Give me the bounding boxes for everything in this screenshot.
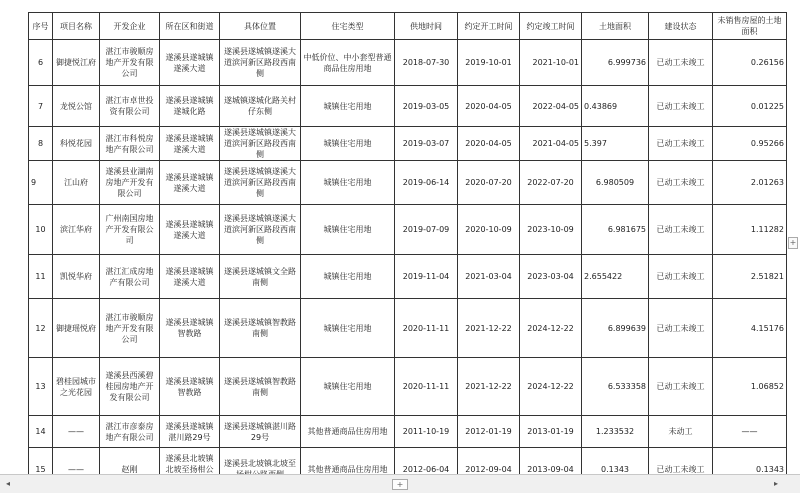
cell-no: 9 [29, 161, 53, 205]
cell-no: 7 [29, 86, 53, 127]
cell-finish-date: 2024-12-22 [520, 299, 582, 358]
cell-finish-date: 2013-01-19 [520, 416, 582, 448]
table-row [29, 40, 787, 86]
cell-status: 已动工未竣工 [649, 448, 713, 491]
cell-project: 凯悦华府 [53, 255, 100, 299]
cell-district: 遂溪县遂城镇遂溪大道 [160, 255, 220, 299]
cell-project: —— [53, 416, 100, 448]
cell-developer: 湛江市卓世投资有限公司 [100, 86, 160, 127]
cell-status: 已动工未竣工 [649, 358, 713, 416]
cell-supply-date: 2019-03-07 [395, 127, 458, 161]
header-developer: 开发企业 [100, 13, 160, 40]
cell-district: 遂溪县遂城镇遂溪大道 [160, 127, 220, 161]
cell-supply-date: 2020-11-11 [395, 358, 458, 416]
cell-unsold-area: 0.26156 [713, 40, 787, 86]
cell-district: 遂溪县遂城镇遂溪大道 [160, 161, 220, 205]
header-status: 建设状态 [649, 13, 713, 40]
table-row [29, 358, 787, 416]
cell-no: 12 [29, 299, 53, 358]
cell-unsold-area: —— [713, 416, 787, 448]
cell-developer: 湛江市骏顺房地产开发有限公司 [100, 40, 160, 86]
cell-project: 御捷悦江府 [53, 40, 100, 86]
cell-developer: 赵刚 [100, 448, 160, 491]
cell-status: 已动工未竣工 [649, 86, 713, 127]
land-supply-table [28, 12, 787, 491]
cell-start-date: 2012-09-04 [458, 448, 520, 491]
header-location: 具体位置 [220, 13, 301, 40]
cell-finish-date: 2022-07-20 [520, 161, 582, 205]
cell-start-date: 2019-10-01 [458, 40, 520, 86]
cell-unsold-area: 2.51821 [713, 255, 787, 299]
cell-status: 已动工未竣工 [649, 205, 713, 255]
cell-land-area: 6.533358 [582, 358, 649, 416]
cell-type: 其他普通商品住房用地 [301, 448, 395, 491]
cell-project: 龙悦公馆 [53, 86, 100, 127]
cell-status: 已动工未竣工 [649, 255, 713, 299]
cell-type: 其他普通商品住房用地 [301, 416, 395, 448]
cell-district: 遂溪县遂城镇遂城化路 [160, 86, 220, 127]
cell-developer: 湛江市科悦房地产有限公司 [100, 127, 160, 161]
cell-finish-date: 2021-10-01 [520, 40, 582, 86]
cell-land-area: 0.1343 [582, 448, 649, 491]
header-finish-date: 约定竣工时间 [520, 13, 582, 40]
cell-no: 13 [29, 358, 53, 416]
header-district: 所在区和街道 [160, 13, 220, 40]
cell-start-date: 2020-10-09 [458, 205, 520, 255]
scroll-thumb[interactable]: + [392, 479, 408, 490]
cell-no: 10 [29, 205, 53, 255]
horizontal-scrollbar[interactable] [0, 478, 784, 490]
scroll-right-arrow-icon[interactable]: ▸ [773, 479, 778, 488]
cell-developer: 广州南国房地产开发有限公司 [100, 205, 160, 255]
header-no: 序号 [29, 13, 53, 40]
cell-project: 滨江华府 [53, 205, 100, 255]
cell-location: 遂溪县遂城镇遂溪大道滨河新区路段西南侧 [220, 40, 301, 86]
cell-unsold-area: 1.11282 [713, 205, 787, 255]
cell-supply-date: 2012-06-04 [395, 448, 458, 491]
cell-district: 遂溪县遂城镇智教路 [160, 299, 220, 358]
cell-type: 城镇住宅用地 [301, 205, 395, 255]
cell-location: 遂溪县遂城镇智教路南侧 [220, 299, 301, 358]
cell-land-area: 6.981675 [582, 205, 649, 255]
cell-location: 遂溪县遂城镇湛川路29号 [220, 416, 301, 448]
cell-location: 遂城镇遂城化路关村仔东侧 [220, 86, 301, 127]
cell-supply-date: 2011-10-19 [395, 416, 458, 448]
cell-project: 科悦花园 [53, 127, 100, 161]
cell-district: 遂溪县遂城镇遂溪大道 [160, 40, 220, 86]
cell-type: 城镇住宅用地 [301, 161, 395, 205]
cell-start-date: 2021-03-04 [458, 255, 520, 299]
cell-start-date: 2020-04-05 [458, 127, 520, 161]
cell-supply-date: 2019-07-09 [395, 205, 458, 255]
cell-type: 城镇住宅用地 [301, 299, 395, 358]
scroll-left-arrow-icon[interactable]: ◂ [5, 479, 10, 488]
cell-location: 遂溪县遂城镇智教路南侧 [220, 358, 301, 416]
table-header-row [29, 13, 787, 40]
cell-unsold-area: 1.06852 [713, 358, 787, 416]
cell-location: 遂溪县遂城镇遂溪大道滨河新区路段西南侧 [220, 205, 301, 255]
header-unsold-area: 未销售房屋的土地面积 [713, 13, 787, 40]
cell-project: 江山府 [53, 161, 100, 205]
cell-type: 城镇住宅用地 [301, 127, 395, 161]
cell-land-area: 6.899639 [582, 299, 649, 358]
header-land-area: 土地面积 [582, 13, 649, 40]
table-row [29, 127, 787, 161]
cell-district: 遂溪县遂城镇湛川路29号 [160, 416, 220, 448]
cell-unsold-area: 2.01263 [713, 161, 787, 205]
cell-land-area: 6.999736 [582, 40, 649, 86]
table-row [29, 416, 787, 448]
table-row [29, 299, 787, 358]
cell-status: 已动工未竣工 [649, 299, 713, 358]
cell-location: 遂溪县遂城镇遂溪大道滨河新区路段西南侧 [220, 161, 301, 205]
cell-location: 遂溪县北坡镇北坡至 [220, 448, 301, 491]
cell-start-date: 2012-01-19 [458, 416, 520, 448]
cell-start-date: 2021-12-22 [458, 358, 520, 416]
cell-finish-date: 2024-12-22 [520, 358, 582, 416]
cell-land-area: 0.43869 [582, 86, 649, 127]
cell-district: 遂溪县遂城镇遂溪大道 [160, 205, 220, 255]
table-row [29, 205, 787, 255]
cell-finish-date: 2021-04-05 [520, 127, 582, 161]
cell-supply-date: 2018-07-30 [395, 40, 458, 86]
cell-land-area: 5.397 [582, 127, 649, 161]
cell-project: 御捷瑶悦府 [53, 299, 100, 358]
cell-finish-date: 2022-04-05 [520, 86, 582, 127]
cell-no: 8 [29, 127, 53, 161]
cell-district: 遂溪县遂城镇智教路 [160, 358, 220, 416]
cell-project: 碧桂园城市之光花园 [53, 358, 100, 416]
cell-land-area: 6.980509 [582, 161, 649, 205]
cell-developer: 湛江市彦泰房地产有限公司 [100, 416, 160, 448]
table-move-handle-icon[interactable]: + [789, 238, 797, 247]
cell-type: 中低价位、中小套型普通商品住房用地 [301, 40, 395, 86]
cell-developer: 湛江汇成房地产有限公司 [100, 255, 160, 299]
cell-start-date: 2020-07-20 [458, 161, 520, 205]
cell-unsold-area: 0.01225 [713, 86, 787, 127]
cell-location: 遂溪县遂城镇遂溪大道滨河新区路段西南侧 [220, 127, 301, 161]
cell-unsold-area: 4.15176 [713, 299, 787, 358]
cell-status: 已动工未竣工 [649, 161, 713, 205]
cell-status: 已动工未竣工 [649, 127, 713, 161]
table-row [29, 161, 787, 205]
cell-status: 已动工未竣工 [649, 40, 713, 86]
cell-type: 城镇住宅用地 [301, 86, 395, 127]
cell-project: —— [53, 448, 100, 491]
cell-supply-date: 2019-11-04 [395, 255, 458, 299]
cell-location: 遂溪县遂城镇文全路南侧 [220, 255, 301, 299]
cell-no: 6 [29, 40, 53, 86]
cell-finish-date: 2023-03-04 [520, 255, 582, 299]
cell-developer: 遂溪县业湖南房地产开发有限公司 [100, 161, 160, 205]
cell-no: 11 [29, 255, 53, 299]
cell-land-area: 1.233532 [582, 416, 649, 448]
cell-land-area: 2.655422 [582, 255, 649, 299]
cell-district: 遂溪县北坡镇北坡至扬柑公 [160, 448, 220, 491]
table-row [29, 86, 787, 127]
cell-type: 城镇住宅用地 [301, 255, 395, 299]
cell-finish-date: 2023-10-09 [520, 205, 582, 255]
cell-finish-date: 2013-09-04 [520, 448, 582, 491]
cell-no: 14 [29, 416, 53, 448]
header-start-date: 约定开工时间 [458, 13, 520, 40]
header-supply-date: 供地时间 [395, 13, 458, 40]
cell-supply-date: 2019-06-14 [395, 161, 458, 205]
cell-status: 未动工 [649, 416, 713, 448]
cell-start-date: 2020-04-05 [458, 86, 520, 127]
header-project: 项目名称 [53, 13, 100, 40]
cell-supply-date: 2019-03-05 [395, 86, 458, 127]
cell-developer: 遂溪县西溪碧桂园房地产开发有限公司 [100, 358, 160, 416]
cell-unsold-area: 0.1343 [713, 448, 787, 491]
cell-type: 城镇住宅用地 [301, 358, 395, 416]
cell-supply-date: 2020-11-11 [395, 299, 458, 358]
cell-start-date: 2021-12-22 [458, 299, 520, 358]
cell-no: 15 [29, 448, 53, 491]
cell-unsold-area: 0.95266 [713, 127, 787, 161]
table-row [29, 255, 787, 299]
header-type: 住宅类型 [301, 13, 395, 40]
cell-developer: 湛江市骏顺房地产开发有限公司 [100, 299, 160, 358]
